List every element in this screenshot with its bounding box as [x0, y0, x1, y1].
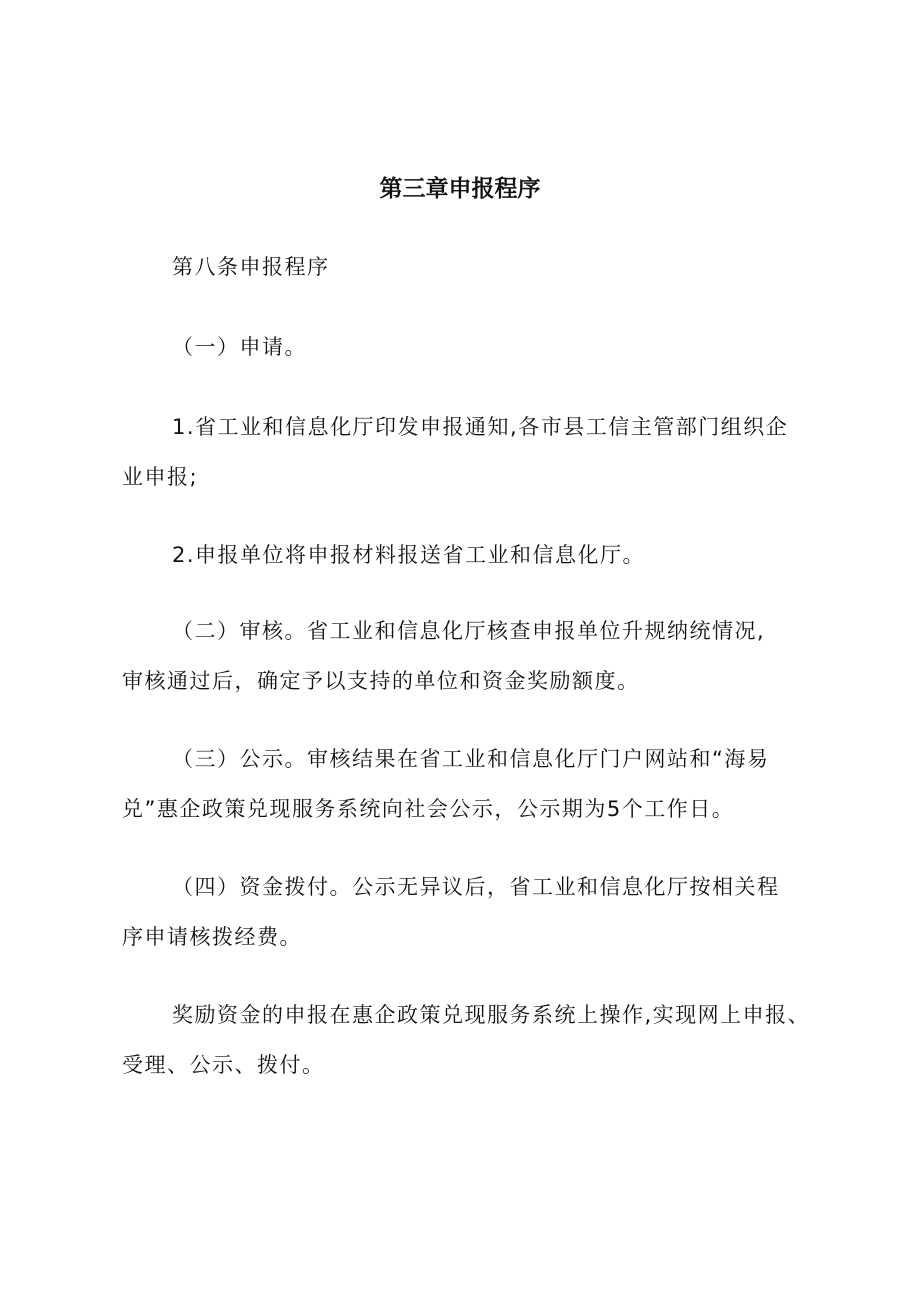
section-1-item-1-line-2: 业申报; — [122, 465, 199, 489]
section-2-line-2: 审核通过后，确定予以支持的单位和资金奖励额度。 — [122, 669, 640, 693]
section-1-item-1-line-1: 1.省工业和信息化厅印发申报通知,各市县工信主管部门组织企 — [172, 415, 789, 439]
section-1-item-2: 2.申报单位将申报材料报送省工业和信息化厅。 — [172, 543, 646, 567]
closing-line-1: 奖励资金的申报在惠企政策兑现服务系统上操作,实现网上申报、 — [172, 1003, 811, 1027]
section-2-line-1: （二）审核。省工业和信息化厅核查申报单位升规纳统情况, — [172, 619, 766, 643]
section-3-line-1: （三）公示。审核结果在省工业和信息化厅门户网站和“海易 — [172, 747, 770, 771]
section-4-line-2: 序申请核拨经费。 — [122, 925, 302, 949]
section-4-line-1: （四）资金拨付。公示无异议后，省工业和信息化厅按相关程 — [172, 875, 780, 899]
section-3-line-2: 兑”惠企政策兑现服务系统向社会公示，公示期为5个工作日。 — [122, 797, 735, 821]
article-heading: 第八条申报程序 — [172, 255, 330, 279]
section-1-heading: （一）申请。 — [172, 335, 307, 359]
closing-line-2: 受理、公示、拨付。 — [122, 1053, 325, 1077]
chapter-title: 第三章申报程序 — [379, 176, 541, 202]
